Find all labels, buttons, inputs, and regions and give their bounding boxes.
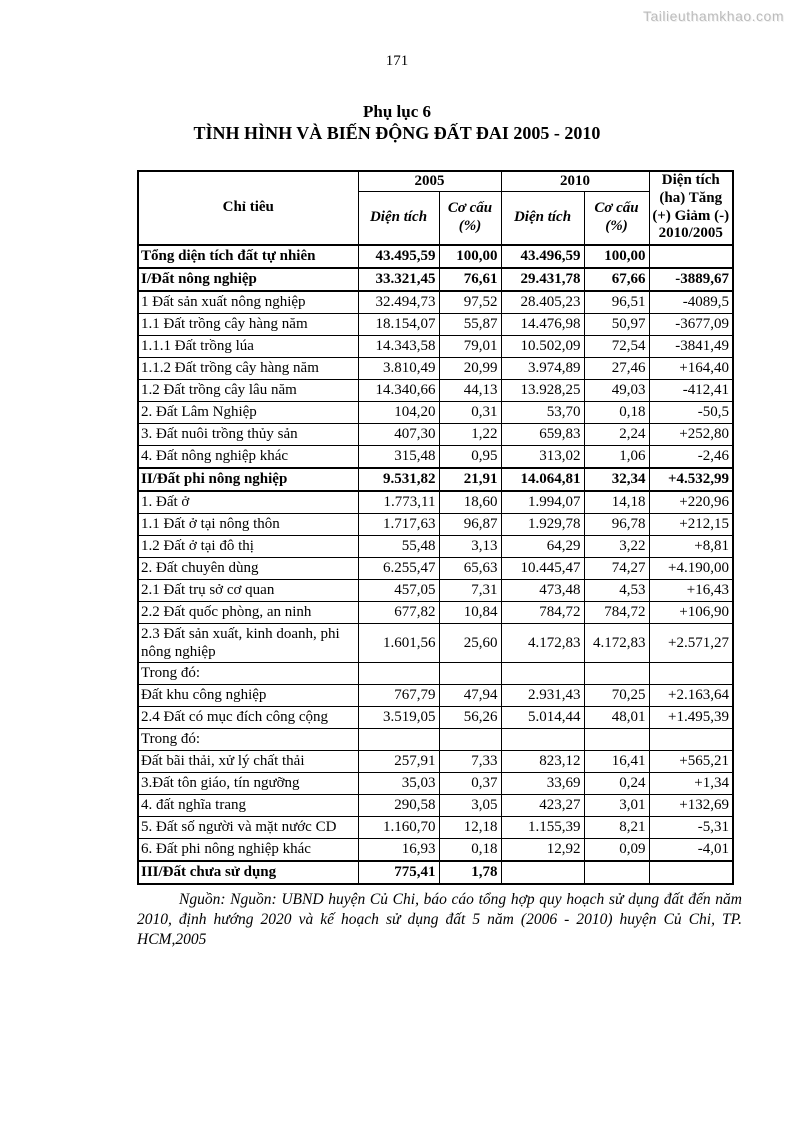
cell-area_2010: 1.929,78	[501, 513, 584, 535]
cell-pct_2005: 76,61	[439, 268, 501, 291]
cell-pct_2005: 0,31	[439, 401, 501, 423]
cell-pct_2005	[439, 662, 501, 684]
cell-pct_2010	[584, 861, 649, 884]
cell-pct_2010: 784,72	[584, 601, 649, 623]
table-header-row-years	[138, 171, 733, 192]
cell-pct_2010: 96,78	[584, 513, 649, 535]
cell-area_2005: 257,91	[358, 750, 439, 772]
cell-pct_2005: 47,94	[439, 684, 501, 706]
row-label: 1.2 Đất trồng cây lâu năm	[138, 379, 358, 401]
cell-pct_2005: 55,87	[439, 313, 501, 335]
row-label: 2.2 Đất quốc phòng, an ninh	[138, 601, 358, 623]
cell-area_2010	[501, 728, 584, 750]
row-label: Trong đó:	[138, 662, 358, 684]
cell-pct_2010: 16,41	[584, 750, 649, 772]
table-row	[138, 423, 733, 445]
cell-area_2010: 29.431,78	[501, 268, 584, 291]
col-header-change: Diện tích (ha) Tăng (+) Giảm (-) 2010/2005	[649, 171, 733, 245]
table-row	[138, 794, 733, 816]
cell-pct_2005: 44,13	[439, 379, 501, 401]
row-label: 4. Đất nông nghiệp khác	[138, 445, 358, 468]
cell-area_2005: 33.321,45	[358, 268, 439, 291]
table-body	[138, 245, 733, 884]
cell-pct_2005: 7,33	[439, 750, 501, 772]
cell-area_2005: 14.343,58	[358, 335, 439, 357]
cell-pct_2005: 0,95	[439, 445, 501, 468]
row-label: 1 Đất sản xuất nông nghiệp	[138, 291, 358, 314]
cell-area_2010: 10.445,47	[501, 557, 584, 579]
cell-pct_2010	[584, 728, 649, 750]
cell-area_2010: 313,02	[501, 445, 584, 468]
table-row	[138, 357, 733, 379]
cell-pct_2005	[439, 728, 501, 750]
cell-change: +16,43	[649, 579, 733, 601]
col-header-structure-2005: Cơ cấu (%)	[439, 191, 501, 245]
row-label: 2.3 Đất sản xuất, kinh doanh, phi nông nghiệp	[138, 623, 358, 662]
cell-pct_2010: 0,18	[584, 401, 649, 423]
table-row	[138, 601, 733, 623]
cell-pct_2005: 1,78	[439, 861, 501, 884]
cell-area_2005: 775,41	[358, 861, 439, 884]
watermark-text: Tailieuthamkhao.com	[642, 8, 784, 24]
cell-pct_2005: 0,37	[439, 772, 501, 794]
cell-pct_2005: 18,60	[439, 491, 501, 514]
cell-pct_2010: 1,06	[584, 445, 649, 468]
cell-change: +1.495,39	[649, 706, 733, 728]
land-change-table	[137, 170, 734, 885]
cell-change: +4.532,99	[649, 468, 733, 491]
row-label: 3.Đất tôn giáo, tín ngưỡng	[138, 772, 358, 794]
cell-pct_2005: 56,26	[439, 706, 501, 728]
cell-area_2010: 13.928,25	[501, 379, 584, 401]
page-title: TÌNH HÌNH VÀ BIẾN ĐỘNG ĐẤT ĐAI 2005 - 2010	[193, 122, 601, 143]
cell-change: +106,90	[649, 601, 733, 623]
cell-pct_2010: 8,21	[584, 816, 649, 838]
cell-area_2005: 1.717,63	[358, 513, 439, 535]
col-header-area-2010: Diện tích	[501, 191, 584, 245]
cell-pct_2010: 74,27	[584, 557, 649, 579]
table-row	[138, 535, 733, 557]
cell-change: -3889,67	[649, 268, 733, 291]
table-row	[138, 772, 733, 794]
table-row	[138, 623, 733, 662]
cell-area_2005: 14.340,66	[358, 379, 439, 401]
table-row	[138, 838, 733, 861]
cell-area_2010: 10.502,09	[501, 335, 584, 357]
page-number: 171	[385, 53, 409, 69]
cell-area_2005	[358, 662, 439, 684]
cell-area_2005: 3.519,05	[358, 706, 439, 728]
cell-pct_2010: 27,46	[584, 357, 649, 379]
cell-area_2010: 423,27	[501, 794, 584, 816]
row-label: 5. Đất số người và mặt nước CD	[138, 816, 358, 838]
cell-change: +4.190,00	[649, 557, 733, 579]
cell-area_2005: 315,48	[358, 445, 439, 468]
cell-pct_2010: 0,09	[584, 838, 649, 861]
cell-pct_2010: 50,97	[584, 313, 649, 335]
row-label: 4. đất nghĩa trang	[138, 794, 358, 816]
cell-pct_2005: 100,00	[439, 245, 501, 268]
cell-area_2010: 784,72	[501, 601, 584, 623]
cell-area_2005: 3.810,49	[358, 357, 439, 379]
cell-change: -50,5	[649, 401, 733, 423]
row-label: 3. Đất nuôi trồng thủy sản	[138, 423, 358, 445]
cell-area_2010: 33,69	[501, 772, 584, 794]
cell-pct_2010: 32,34	[584, 468, 649, 491]
cell-area_2005: 6.255,47	[358, 557, 439, 579]
cell-area_2005	[358, 728, 439, 750]
col-header-year-2010: 2010	[501, 171, 649, 192]
row-label: 1.2 Đất ở tại đô thị	[138, 535, 358, 557]
cell-pct_2005: 21,91	[439, 468, 501, 491]
table-row	[138, 401, 733, 423]
cell-area_2010: 12,92	[501, 838, 584, 861]
cell-pct_2010: 0,24	[584, 772, 649, 794]
cell-change: +1,34	[649, 772, 733, 794]
cell-area_2010: 1.155,39	[501, 816, 584, 838]
cell-change: -4,01	[649, 838, 733, 861]
cell-area_2010: 3.974,89	[501, 357, 584, 379]
cell-pct_2010	[584, 662, 649, 684]
cell-pct_2005: 12,18	[439, 816, 501, 838]
appendix-title: Phụ lục 6	[362, 102, 432, 121]
table-row	[138, 684, 733, 706]
row-label: 1.1 Đất ở tại nông thôn	[138, 513, 358, 535]
col-header-structure-2010: Cơ cấu (%)	[584, 191, 649, 245]
col-header-criteria: Chỉ tiêu	[138, 171, 358, 245]
table-row	[138, 861, 733, 884]
cell-pct_2005: 10,84	[439, 601, 501, 623]
cell-change	[649, 861, 733, 884]
table-row	[138, 379, 733, 401]
cell-pct_2005: 25,60	[439, 623, 501, 662]
cell-pct_2005: 79,01	[439, 335, 501, 357]
row-label: 1.1.1 Đất trồng lúa	[138, 335, 358, 357]
cell-area_2005: 104,20	[358, 401, 439, 423]
table-row	[138, 750, 733, 772]
cell-change: -3841,49	[649, 335, 733, 357]
cell-area_2010: 53,70	[501, 401, 584, 423]
cell-change: -3677,09	[649, 313, 733, 335]
row-label: Đất bãi thải, xử lý chất thải	[138, 750, 358, 772]
cell-area_2010: 14.064,81	[501, 468, 584, 491]
cell-area_2005: 1.601,56	[358, 623, 439, 662]
row-label: I/Đất nông nghiệp	[138, 268, 358, 291]
cell-change: +252,80	[649, 423, 733, 445]
table-row	[138, 706, 733, 728]
cell-change: +565,21	[649, 750, 733, 772]
cell-pct_2005: 3,05	[439, 794, 501, 816]
cell-change: +2.571,27	[649, 623, 733, 662]
cell-pct_2005: 20,99	[439, 357, 501, 379]
cell-area_2005: 677,82	[358, 601, 439, 623]
row-label: 1.1 Đất trồng cây hàng năm	[138, 313, 358, 335]
cell-pct_2005: 7,31	[439, 579, 501, 601]
cell-pct_2005: 1,22	[439, 423, 501, 445]
cell-pct_2005: 97,52	[439, 291, 501, 314]
table-row	[138, 513, 733, 535]
cell-pct_2010: 3,01	[584, 794, 649, 816]
cell-pct_2010: 14,18	[584, 491, 649, 514]
cell-area_2010: 823,12	[501, 750, 584, 772]
cell-pct_2010: 100,00	[584, 245, 649, 268]
cell-pct_2010: 70,25	[584, 684, 649, 706]
cell-change: -4089,5	[649, 291, 733, 314]
cell-area_2010: 473,48	[501, 579, 584, 601]
cell-area_2005: 55,48	[358, 535, 439, 557]
row-label: Trong đó:	[138, 728, 358, 750]
cell-pct_2005: 96,87	[439, 513, 501, 535]
table-row	[138, 468, 733, 491]
cell-area_2005: 290,58	[358, 794, 439, 816]
cell-pct_2010: 4,53	[584, 579, 649, 601]
table-row	[138, 491, 733, 514]
table-row	[138, 268, 733, 291]
table-row	[138, 662, 733, 684]
col-header-area-2005: Diện tích	[358, 191, 439, 245]
cell-change: -412,41	[649, 379, 733, 401]
cell-area_2005: 43.495,59	[358, 245, 439, 268]
cell-area_2005: 18.154,07	[358, 313, 439, 335]
cell-area_2005: 32.494,73	[358, 291, 439, 314]
cell-area_2005: 1.773,11	[358, 491, 439, 514]
cell-change	[649, 662, 733, 684]
cell-change: -2,46	[649, 445, 733, 468]
cell-area_2010: 43.496,59	[501, 245, 584, 268]
cell-change	[649, 728, 733, 750]
table-row	[138, 313, 733, 335]
table-row	[138, 445, 733, 468]
cell-area_2010: 659,83	[501, 423, 584, 445]
cell-area_2005: 16,93	[358, 838, 439, 861]
row-label: Đất khu công nghiệp	[138, 684, 358, 706]
table-header	[138, 171, 733, 245]
cell-area_2010	[501, 662, 584, 684]
cell-area_2010: 14.476,98	[501, 313, 584, 335]
cell-change	[649, 245, 733, 268]
cell-pct_2010: 67,66	[584, 268, 649, 291]
row-label: II/Đất phi nông nghiệp	[138, 468, 358, 491]
cell-pct_2005: 65,63	[439, 557, 501, 579]
row-label: 1. Đất ở	[138, 491, 358, 514]
cell-area_2005: 457,05	[358, 579, 439, 601]
cell-pct_2005: 3,13	[439, 535, 501, 557]
cell-area_2005: 35,03	[358, 772, 439, 794]
cell-area_2010: 5.014,44	[501, 706, 584, 728]
cell-area_2010	[501, 861, 584, 884]
row-label: 6. Đất phi nông nghiệp khác	[138, 838, 358, 861]
row-label: 1.1.2 Đất trồng cây hàng năm	[138, 357, 358, 379]
source-note: Nguồn: Nguồn: UBND huyện Củ Chi, báo cáo tổng hợp quy hoạch sử dụng đất đến năm 2010, định hướng 2020 và kế hoạch sử dụng đất 5 năm (2006 - 2010) huyện Củ Chi, TP. HCM,2005	[137, 890, 742, 948]
row-label: Tổng diện tích đất tự nhiên	[138, 245, 358, 268]
table-row	[138, 728, 733, 750]
row-label: 2.4 Đất có mục đích công cộng	[138, 706, 358, 728]
row-label: 2.1 Đất trụ sở cơ quan	[138, 579, 358, 601]
cell-area_2010: 2.931,43	[501, 684, 584, 706]
cell-pct_2010: 49,03	[584, 379, 649, 401]
cell-area_2010: 1.994,07	[501, 491, 584, 514]
cell-area_2010: 4.172,83	[501, 623, 584, 662]
row-label: 2. Đất chuyên dùng	[138, 557, 358, 579]
row-label: 2. Đất Lâm Nghiệp	[138, 401, 358, 423]
cell-area_2010: 64,29	[501, 535, 584, 557]
cell-pct_2010: 96,51	[584, 291, 649, 314]
cell-pct_2005: 0,18	[439, 838, 501, 861]
table-row	[138, 579, 733, 601]
table-row	[138, 557, 733, 579]
cell-change: +212,15	[649, 513, 733, 535]
cell-change: +2.163,64	[649, 684, 733, 706]
cell-area_2010: 28.405,23	[501, 291, 584, 314]
cell-pct_2010: 4.172,83	[584, 623, 649, 662]
cell-pct_2010: 3,22	[584, 535, 649, 557]
col-header-year-2005: 2005	[358, 171, 501, 192]
cell-change: +132,69	[649, 794, 733, 816]
cell-pct_2010: 2,24	[584, 423, 649, 445]
table-row	[138, 245, 733, 268]
cell-area_2005: 407,30	[358, 423, 439, 445]
cell-pct_2010: 72,54	[584, 335, 649, 357]
cell-area_2005: 767,79	[358, 684, 439, 706]
cell-change: +8,81	[649, 535, 733, 557]
table-row	[138, 335, 733, 357]
table-row	[138, 291, 733, 314]
row-label: III/Đất chưa sử dụng	[138, 861, 358, 884]
cell-pct_2010: 48,01	[584, 706, 649, 728]
cell-area_2005: 9.531,82	[358, 468, 439, 491]
cell-area_2005: 1.160,70	[358, 816, 439, 838]
title-block	[0, 102, 794, 145]
cell-change: -5,31	[649, 816, 733, 838]
table-row	[138, 816, 733, 838]
cell-change: +164,40	[649, 357, 733, 379]
cell-change: +220,96	[649, 491, 733, 514]
